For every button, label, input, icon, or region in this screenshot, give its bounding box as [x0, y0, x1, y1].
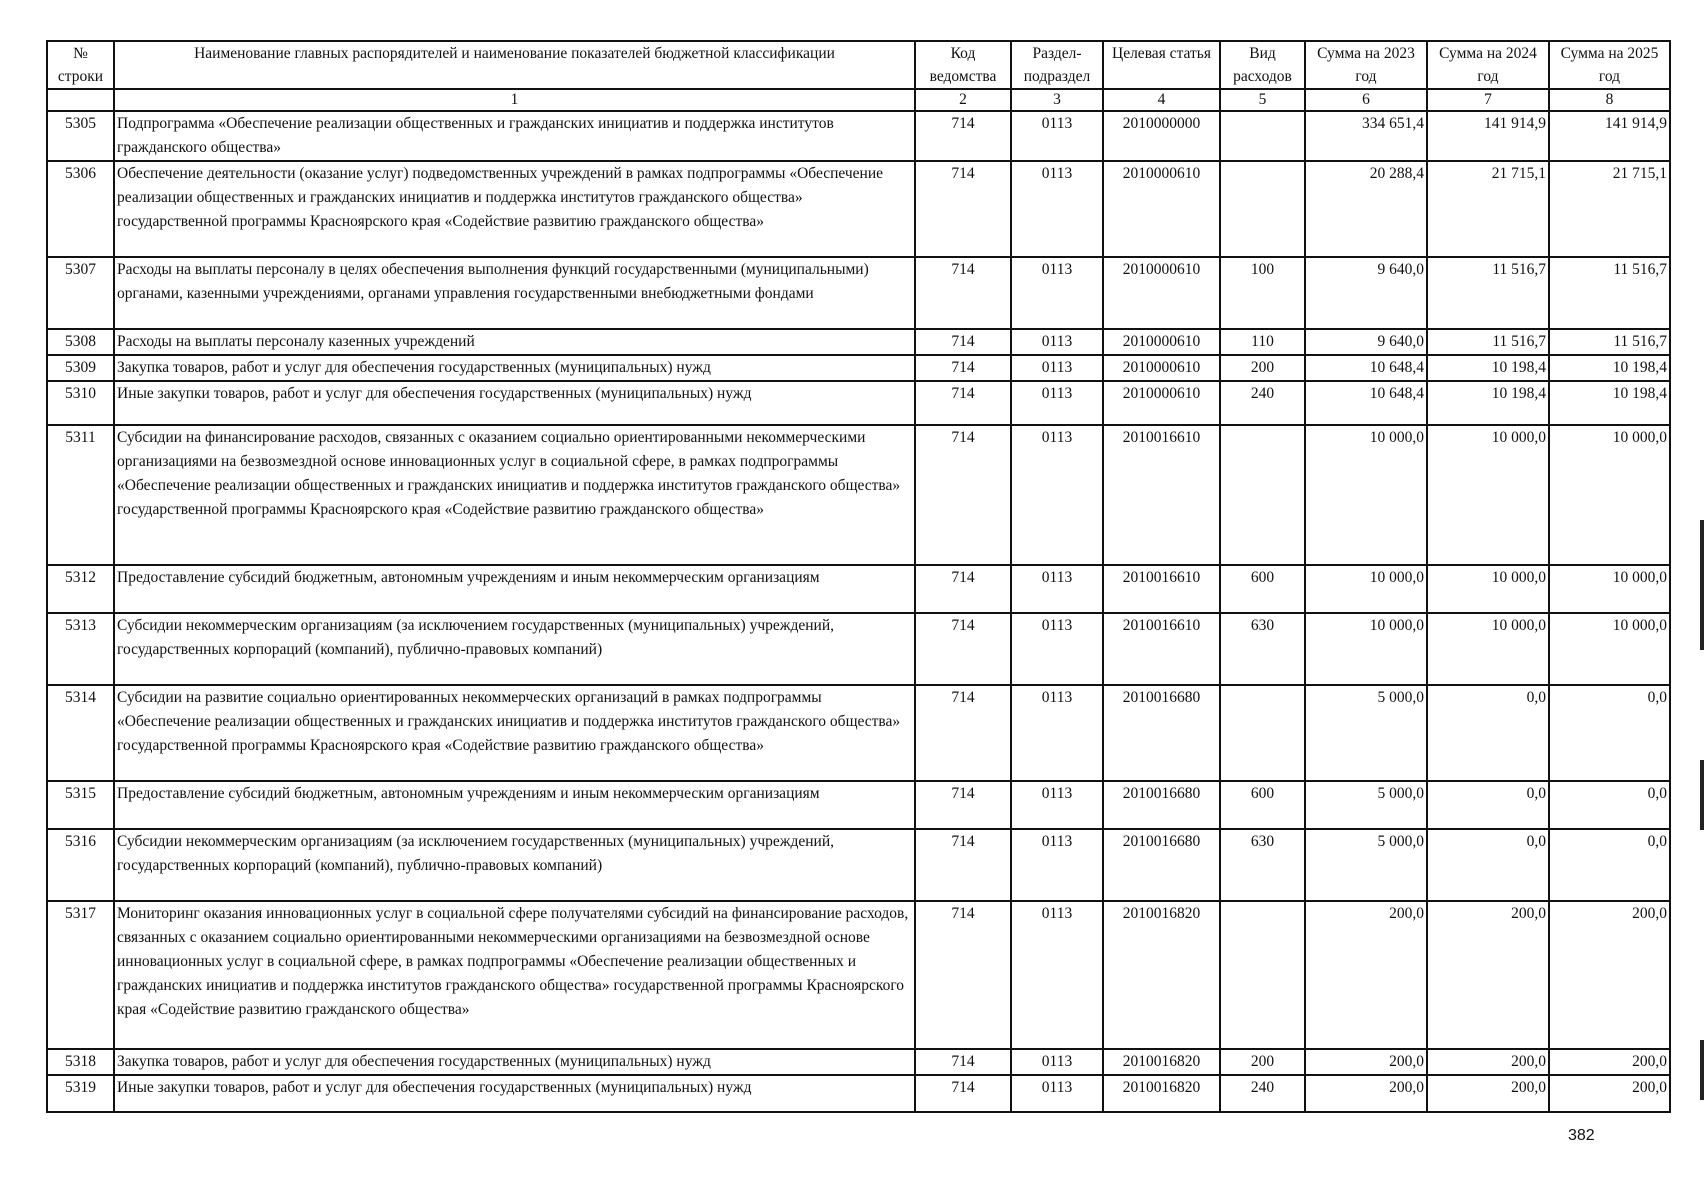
table-row — [47, 1049, 1670, 1075]
row-number: 5309 — [47, 355, 114, 381]
row-sum-2023: 10 000,0 — [1305, 425, 1427, 565]
row-section: 0113 — [1011, 257, 1103, 329]
row-sum-2025: 11 516,7 — [1549, 329, 1670, 355]
column-number: 2 — [915, 89, 1011, 111]
row-sum-2025: 200,0 — [1549, 1075, 1670, 1112]
table-row — [47, 565, 1670, 613]
row-section: 0113 — [1011, 111, 1103, 161]
row-sum-2025: 141 914,9 — [1549, 111, 1670, 161]
row-dept-code: 714 — [915, 829, 1011, 901]
row-target: 2010016680 — [1103, 829, 1220, 901]
row-section: 0113 — [1011, 425, 1103, 565]
row-sum-2023: 10 000,0 — [1305, 613, 1427, 685]
row-name: Предоставление субсидий бюджетным, автономным учреждениям и иным некоммерческим организациям — [114, 781, 915, 829]
row-sum-2025: 0,0 — [1549, 781, 1670, 829]
row-name: Субсидии некоммерческим организациям (за исключением государственных (муниципальных) учреждений, государственных корпораций (компаний), публично-правовых компаний) — [114, 829, 915, 901]
row-sum-2023: 9 640,0 — [1305, 257, 1427, 329]
row-target: 2010016610 — [1103, 425, 1220, 565]
row-name: Мониторинг оказания инновационных услуг в социальной сфере получателями субсидий на финансирование расходов, связанных с оказанием социально ориентированными некоммерческими организациями на безвозмездной основе инновационных услуг в социальной сфере, в рамках подпрограммы «Обеспечение реализации общественных и гражданских инициатив и поддержка институтов гражданского общества» государственной программы Красноярского края «Содействие развитию гражданского общества» — [114, 901, 915, 1049]
row-target: 2010000000 — [1103, 111, 1220, 161]
row-dept-code: 714 — [915, 329, 1011, 355]
row-sum-2023: 9 640,0 — [1305, 329, 1427, 355]
row-sum-2023: 5 000,0 — [1305, 829, 1427, 901]
column-number: 1 — [114, 89, 915, 111]
row-sum-2023: 334 651,4 — [1305, 111, 1427, 161]
table-row — [47, 381, 1670, 425]
row-dept-code: 714 — [915, 257, 1011, 329]
row-number: 5317 — [47, 901, 114, 1049]
row-target: 2010016610 — [1103, 613, 1220, 685]
header-sum-2023: Сумма на 2023 год — [1305, 41, 1427, 89]
header-expense-type: Вид расходов — [1220, 41, 1305, 89]
row-section: 0113 — [1011, 613, 1103, 685]
row-target: 2010016680 — [1103, 685, 1220, 781]
row-name: Субсидии на финансирование расходов, связанных с оказанием социально ориентированными некоммерческими организациями на безвозмездной основе инновационных услуг в социальной сфере, в рамках подпрограммы «Обеспечение реализации общественных и гражданских инициатив и поддержка институтов гражданского общества» государственной программы Красноярского края «Содействие развитию гражданского общества» — [114, 425, 915, 565]
row-section: 0113 — [1011, 565, 1103, 613]
row-target: 2010016820 — [1103, 901, 1220, 1049]
row-name: Предоставление субсидий бюджетным, автономным учреждениям и иным некоммерческим организациям — [114, 565, 915, 613]
row-dept-code: 714 — [915, 565, 1011, 613]
table-row — [47, 329, 1670, 355]
table-row — [47, 355, 1670, 381]
row-sum-2023: 10 648,4 — [1305, 381, 1427, 425]
row-number: 5316 — [47, 829, 114, 901]
row-target: 2010016610 — [1103, 565, 1220, 613]
row-number: 5315 — [47, 781, 114, 829]
header-sum-2024: Сумма на 2024 год — [1427, 41, 1549, 89]
row-name: Иные закупки товаров, работ и услуг для обеспечения государственных (муниципальных) нужд — [114, 1075, 915, 1112]
row-target: 2010016680 — [1103, 781, 1220, 829]
row-name: Расходы на выплаты персоналу в целях обеспечения выполнения функций государственными (муниципальными) органами, казенными учреждениями, органами управления государственными внебюджетными фондами — [114, 257, 915, 329]
row-sum-2025: 10 000,0 — [1549, 425, 1670, 565]
row-number: 5314 — [47, 685, 114, 781]
row-dept-code: 714 — [915, 1075, 1011, 1112]
column-number — [47, 89, 114, 111]
row-sum-2024: 11 516,7 — [1427, 257, 1549, 329]
row-name: Закупка товаров, работ и услуг для обеспечения государственных (муниципальных) нужд — [114, 1049, 915, 1075]
row-sum-2023: 10 000,0 — [1305, 565, 1427, 613]
page-number: 382 — [1568, 1127, 1595, 1144]
row-sum-2024: 10 198,4 — [1427, 381, 1549, 425]
row-expense-type: 200 — [1220, 1049, 1305, 1075]
row-expense-type: 240 — [1220, 1075, 1305, 1112]
scan-edge-mark — [1700, 1040, 1704, 1100]
column-number: 6 — [1305, 89, 1427, 111]
row-sum-2024: 10 000,0 — [1427, 565, 1549, 613]
row-section: 0113 — [1011, 381, 1103, 425]
row-dept-code: 714 — [915, 685, 1011, 781]
row-section: 0113 — [1011, 1075, 1103, 1112]
row-expense-type: 240 — [1220, 381, 1305, 425]
row-sum-2023: 5 000,0 — [1305, 685, 1427, 781]
row-target: 2010016820 — [1103, 1075, 1220, 1112]
row-section: 0113 — [1011, 829, 1103, 901]
row-sum-2024: 200,0 — [1427, 901, 1549, 1049]
row-expense-type — [1220, 685, 1305, 781]
budget-table — [46, 40, 1671, 1113]
row-expense-type — [1220, 425, 1305, 565]
table-row — [47, 161, 1670, 257]
table-body — [47, 111, 1670, 1112]
scan-edge-mark — [1700, 520, 1704, 650]
row-sum-2025: 200,0 — [1549, 1049, 1670, 1075]
row-name: Обеспечение деятельности (оказание услуг) подведомственных учреждений в рамках подпрограммы «Обеспечение реализации общественных и гражданских инициатив и поддержка институтов гражданского общества» государственной программы Красноярского края «Содействие развитию гражданского общества» — [114, 161, 915, 257]
table-row — [47, 613, 1670, 685]
row-sum-2024: 0,0 — [1427, 685, 1549, 781]
column-number: 4 — [1103, 89, 1220, 111]
row-expense-type: 630 — [1220, 829, 1305, 901]
row-sum-2025: 21 715,1 — [1549, 161, 1670, 257]
row-section: 0113 — [1011, 901, 1103, 1049]
row-expense-type — [1220, 111, 1305, 161]
row-dept-code: 714 — [915, 111, 1011, 161]
row-expense-type — [1220, 901, 1305, 1049]
row-target: 2010000610 — [1103, 161, 1220, 257]
column-number: 3 — [1011, 89, 1103, 111]
row-section: 0113 — [1011, 781, 1103, 829]
row-sum-2023: 20 288,4 — [1305, 161, 1427, 257]
row-target: 2010000610 — [1103, 257, 1220, 329]
row-expense-type: 200 — [1220, 355, 1305, 381]
table-row — [47, 1075, 1670, 1112]
row-sum-2024: 10 000,0 — [1427, 425, 1549, 565]
table-row — [47, 901, 1670, 1049]
table-row — [47, 111, 1670, 161]
column-number-row — [47, 89, 1670, 111]
row-sum-2024: 11 516,7 — [1427, 329, 1549, 355]
row-sum-2025: 200,0 — [1549, 901, 1670, 1049]
row-sum-2025: 0,0 — [1549, 685, 1670, 781]
column-number: 7 — [1427, 89, 1549, 111]
row-number: 5318 — [47, 1049, 114, 1075]
row-target: 2010000610 — [1103, 355, 1220, 381]
row-expense-type — [1220, 161, 1305, 257]
row-target: 2010016820 — [1103, 1049, 1220, 1075]
row-sum-2024: 0,0 — [1427, 781, 1549, 829]
header-dept-code: Код ведомства — [915, 41, 1011, 89]
row-name: Подпрограмма «Обеспечение реализации общественных и гражданских инициатив и поддержка институтов гражданского общества» — [114, 111, 915, 161]
row-sum-2023: 200,0 — [1305, 901, 1427, 1049]
table-row — [47, 425, 1670, 565]
table-row — [47, 257, 1670, 329]
table-row — [47, 829, 1670, 901]
row-number: 5312 — [47, 565, 114, 613]
row-dept-code: 714 — [915, 355, 1011, 381]
row-sum-2024: 200,0 — [1427, 1075, 1549, 1112]
row-sum-2023: 200,0 — [1305, 1049, 1427, 1075]
row-target: 2010000610 — [1103, 381, 1220, 425]
row-section: 0113 — [1011, 355, 1103, 381]
header-row-no: № строки — [47, 41, 114, 89]
row-dept-code: 714 — [915, 161, 1011, 257]
row-section: 0113 — [1011, 161, 1103, 257]
row-name: Расходы на выплаты персоналу казенных учреждений — [114, 329, 915, 355]
row-expense-type: 630 — [1220, 613, 1305, 685]
row-sum-2023: 5 000,0 — [1305, 781, 1427, 829]
row-sum-2024: 0,0 — [1427, 829, 1549, 901]
row-sum-2023: 200,0 — [1305, 1075, 1427, 1112]
row-sum-2025: 10 000,0 — [1549, 565, 1670, 613]
row-name: Субсидии на развитие социально ориентированных некоммерческих организаций в рамках подпрограммы «Обеспечение реализации общественных и гражданских инициатив и поддержка институтов гражданского общества» государственной программы Красноярского края «Содействие развитию гражданского общества» — [114, 685, 915, 781]
row-target: 2010000610 — [1103, 329, 1220, 355]
table-row — [47, 685, 1670, 781]
row-name: Субсидии некоммерческим организациям (за исключением государственных (муниципальных) учреждений, государственных корпораций (компаний), публично-правовых компаний) — [114, 613, 915, 685]
row-sum-2025: 10 000,0 — [1549, 613, 1670, 685]
row-number: 5308 — [47, 329, 114, 355]
row-number: 5319 — [47, 1075, 114, 1112]
row-dept-code: 714 — [915, 381, 1011, 425]
row-number: 5311 — [47, 425, 114, 565]
row-number: 5306 — [47, 161, 114, 257]
row-name: Иные закупки товаров, работ и услуг для обеспечения государственных (муниципальных) нужд — [114, 381, 915, 425]
row-expense-type: 600 — [1220, 565, 1305, 613]
row-section: 0113 — [1011, 329, 1103, 355]
row-number: 5310 — [47, 381, 114, 425]
row-dept-code: 714 — [915, 781, 1011, 829]
table-row — [47, 781, 1670, 829]
row-sum-2024: 141 914,9 — [1427, 111, 1549, 161]
row-name: Закупка товаров, работ и услуг для обеспечения государственных (муниципальных) нужд — [114, 355, 915, 381]
header-sum-2025: Сумма на 2025 год — [1549, 41, 1670, 89]
row-sum-2023: 10 648,4 — [1305, 355, 1427, 381]
scan-edge-mark — [1700, 760, 1704, 830]
row-sum-2024: 10 000,0 — [1427, 613, 1549, 685]
row-sum-2024: 10 198,4 — [1427, 355, 1549, 381]
row-sum-2024: 200,0 — [1427, 1049, 1549, 1075]
row-expense-type: 100 — [1220, 257, 1305, 329]
row-number: 5313 — [47, 613, 114, 685]
row-dept-code: 714 — [915, 1049, 1011, 1075]
header-row — [47, 41, 1670, 89]
row-sum-2025: 11 516,7 — [1549, 257, 1670, 329]
row-dept-code: 714 — [915, 901, 1011, 1049]
row-number: 5307 — [47, 257, 114, 329]
row-section: 0113 — [1011, 685, 1103, 781]
row-dept-code: 714 — [915, 425, 1011, 565]
header-name: Наименование главных распорядителей и наименование показателей бюджетной классификации — [114, 41, 915, 89]
header-section: Раздел-подраздел — [1011, 41, 1103, 89]
row-expense-type: 110 — [1220, 329, 1305, 355]
column-number: 5 — [1220, 89, 1305, 111]
row-section: 0113 — [1011, 1049, 1103, 1075]
row-dept-code: 714 — [915, 613, 1011, 685]
column-number: 8 — [1549, 89, 1670, 111]
row-sum-2025: 10 198,4 — [1549, 381, 1670, 425]
row-expense-type: 600 — [1220, 781, 1305, 829]
header-target: Целевая статья — [1103, 41, 1220, 89]
row-sum-2025: 0,0 — [1549, 829, 1670, 901]
row-sum-2025: 10 198,4 — [1549, 355, 1670, 381]
row-sum-2024: 21 715,1 — [1427, 161, 1549, 257]
row-number: 5305 — [47, 111, 114, 161]
